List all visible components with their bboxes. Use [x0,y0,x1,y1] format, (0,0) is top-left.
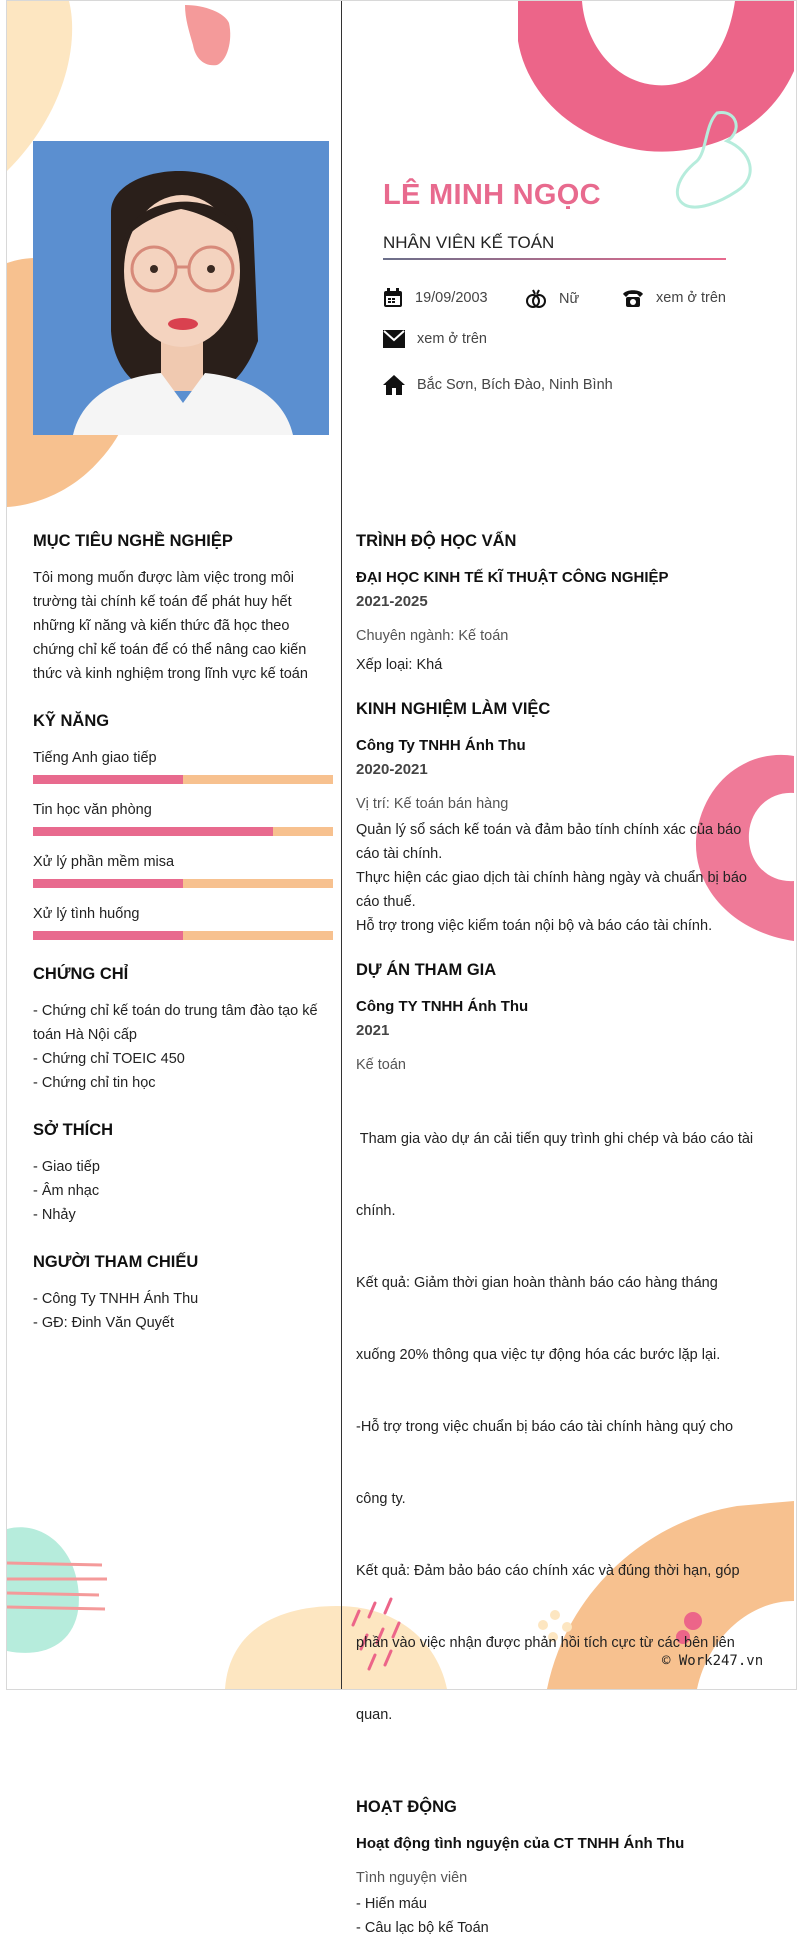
skill-bar-fill [33,827,273,836]
reference-line: - GĐ: Đinh Văn Quyết [33,1315,175,1331]
skill-bar [33,931,333,940]
job-title-underline [383,258,726,260]
objective-line: chứng chỉ kế toán để có thể nâng cao kiến [33,642,307,658]
certificates-list [33,999,333,1095]
certificate-line: - Chứng chỉ kế toán do trung tâm đào tạo kế [33,1003,318,1019]
education-rank: Xếp loại: Khá [356,657,443,673]
experience-heading: KINH NGHIỆM LÀM VIỆC [356,700,551,718]
gender-text: Nữ [559,291,580,307]
certificate-line: toán Hà Nội cấp [33,1027,137,1043]
copyright-text: © Work247.vn [662,1653,764,1669]
right-column [356,529,776,1940]
skills-list [33,747,333,940]
project-line: chính. [356,1203,396,1219]
phone-text: xem ở trên [656,290,726,306]
skills-heading: KỸ NĂNG [33,712,110,730]
certificate-line: - Chứng chỉ TOEIC 450 [33,1051,185,1067]
experience-line: Quản lý sổ sách kế toán và đảm bảo tính chính xác của báo [356,822,742,838]
objective-line: Tôi mong muốn được làm việc trong môi [33,570,294,586]
project-line: Kết quả: Giảm thời gian hoàn thành báo cáo hàng tháng [356,1275,718,1291]
project-description [356,1079,776,1775]
address-text: Bắc Sơn, Bích Đào, Ninh Bình [417,377,613,393]
project-line: xuống 20% thông qua việc tự động hóa các bước lặp lại. [356,1347,721,1363]
hobbies-list [33,1155,333,1227]
experience-line: Hỗ trợ trong việc kiểm toán nội bộ và báo cáo tài chính. [356,918,713,934]
activity-list [356,1892,776,1940]
skill-bar [33,827,333,836]
activity-role: Tình nguyện viên [356,1870,468,1886]
project-line: Kết quả: Đảm bảo báo cáo chính xác và đúng thời hạn, góp [356,1563,740,1579]
certificates-heading: CHỨNG CHỈ [33,965,129,983]
activity-line: - Câu lạc bộ kế Toán [356,1920,489,1936]
project-line: -Hỗ trợ trong việc chuẩn bị báo cáo tài chính hàng quý cho [356,1419,734,1435]
skill-bar-fill [33,879,183,888]
experience-line: cáo thuế. [356,894,416,910]
project-line: quan. [356,1707,393,1723]
references-list [33,1287,333,1335]
reference-line: - Công Ty TNHH Ánh Thu [33,1291,199,1307]
activities-heading: HOẠT ĐỘNG [356,1798,457,1816]
project-line: công ty. [356,1491,406,1507]
activity-line: - Hiến máu [356,1896,427,1912]
projects-heading: DỰ ÁN THAM GIA [356,961,497,979]
education-years: 2021-2025 [356,593,428,610]
skill-label: Tin học văn phòng [33,802,152,818]
job-title: NHÂN VIÊN KẾ TOÁN [383,233,555,252]
education-major: Chuyên ngành: Kế toán [356,628,509,644]
address-info [383,375,613,395]
experience-years: 2020-2021 [356,761,428,778]
profile-photo [33,141,329,435]
experience-description [356,818,776,938]
calendar-icon [383,288,403,308]
skill-label: Xử lý phần mềm misa [33,854,175,870]
gender-info [525,288,579,310]
experience-line: cáo tài chính. [356,846,443,862]
experience-position: Vị trí: Kế toán bán hàng [356,796,509,812]
envelope-icon [383,330,405,348]
project-line: phần vào việc nhận được phản hồi tích cực từ các bên liên [356,1635,735,1651]
objective-text [33,566,333,686]
education-heading: TRÌNH ĐỘ HỌC VẤN [356,532,517,550]
hobby-line: - Nhảy [33,1207,76,1223]
hobby-line: - Giao tiếp [33,1159,100,1175]
objective-line: những kĩ năng và kiến thức đã học theo [33,618,290,634]
home-icon [383,375,405,395]
objective-heading: MỤC TIÊU NGHỀ NGHIỆP [33,532,233,550]
certificate-line: - Chứng chỉ tin học [33,1075,156,1091]
column-divider [341,1,342,1689]
skill-label: Xử lý tình huống [33,906,140,922]
cv-page [6,0,797,1936]
left-column [33,529,333,1335]
project-company: Công TY TNHH Ánh Thu [356,998,529,1015]
objective-line: thức và kinh nghiệm trong lĩnh vực kế toán [33,666,308,682]
skill-bar [33,879,333,888]
references-heading: NGƯỜI THAM CHIẾU [33,1253,199,1271]
activity-title: Hoạt động tình nguyện của CT TNHH Ánh Thu [356,1835,685,1852]
phone-icon [622,288,644,308]
skill-bar-fill [33,931,183,940]
birthday-info [383,288,488,308]
skill-bar-fill [33,775,183,784]
hobbies-heading: SỞ THÍCH [33,1121,114,1139]
candidate-name: LÊ MINH NGỌC [383,179,601,211]
project-role: Kế toán [356,1057,406,1073]
experience-line: Thực hiện các giao dịch tài chính hàng ngày và chuẩn bị báo [356,870,747,886]
email-text: xem ở trên [417,331,487,347]
skill-bar [33,775,333,784]
project-line: Tham gia vào dự án cải tiến quy trình ghi chép và báo cáo tài [356,1131,754,1147]
education-school: ĐẠI HỌC KINH TẾ KĨ THUẬT CÔNG NGHIỆP [356,569,669,586]
objective-line: trường tài chính kế toán để phát huy hết [33,594,292,610]
hobby-line: - Âm nhạc [33,1183,100,1199]
gender-icon [525,288,547,310]
phone-info [622,288,726,308]
birthday-text: 19/09/2003 [415,290,488,306]
project-year: 2021 [356,1022,390,1039]
experience-company: Công Ty TNHH Ánh Thu [356,737,526,754]
email-info [383,330,487,348]
skill-label: Tiếng Anh giao tiếp [33,750,157,766]
